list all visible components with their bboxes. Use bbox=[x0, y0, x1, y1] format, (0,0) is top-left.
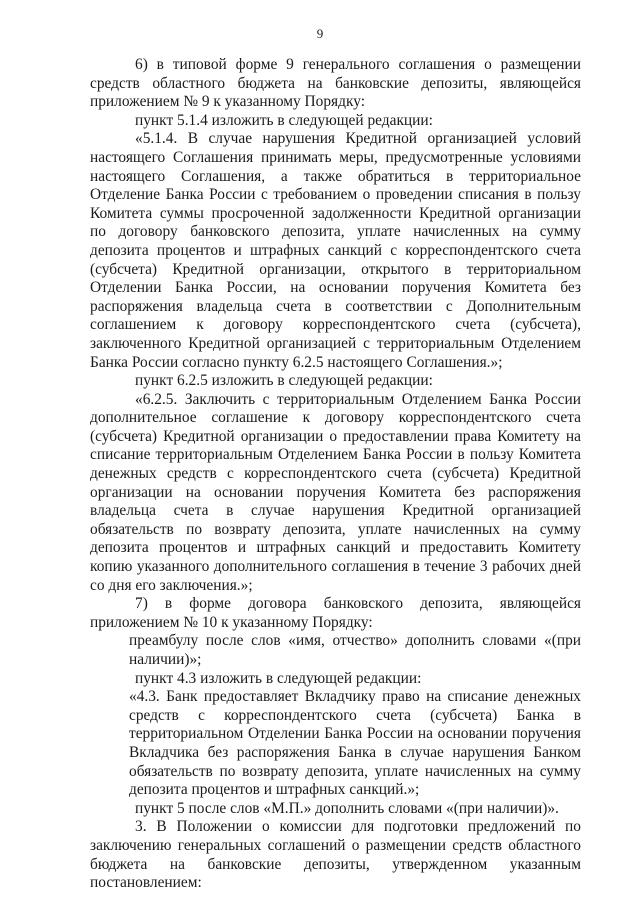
paragraph-clause-5: пункт 5 после слов «М.П.» дополнить словами «(при наличии)». bbox=[135, 799, 559, 817]
paragraph-clause-4-3-text: «4.3. Банк предоставляет Вкладчику право на списание денежных средств с корреспондентского счета (субсчета) Банка в территориальном Отделении Банка России на основании поручения Вкладчика без распоряжения Банка в случае нарушения Банком обязательств по возврату депозита, уплате начисленных на сумму депозита процентов и штрафных санкций.»; bbox=[129, 688, 581, 799]
paragraph-item-3: 3. В Положении о комиссии для подготовки предложений по заключению генеральных соглашений о размещении средств областного бюджета на банковские депозиты, утвержденном указанным постановлением: bbox=[90, 818, 581, 892]
paragraph-item-6: 6) в типовой форме 9 генерального соглашения о размещении средств областного бюджета на банковские депозиты, являющейся приложением № 9 к указанному Порядку: bbox=[90, 56, 581, 111]
paragraph-clause-5-1-4-text: «5.1.4. В случае нарушения Кредитной организацией условий настоящего Соглашения принимать меры, предусмотренные условиями настоящего Соглашения, а также обратиться в территориальное Отделение Банка России с требованием о проведении списания в пользу Комитета суммы просроченной задолженности Кредитной организации по договору банковского депозита, уплате начисленных на сумму депозита процентов и штрафных санкций с корреспондентского счета (субсчета) Кредитной организации, открытого в территориальном Отделении Банка России, на основании поручения Комитета без распоряжения владельца счета в соответствии с Дополнительным соглашением к договору корреспондентского счета (субсчета), заключенного Кредитной организацией с территориальным Отделением Банка России согласно пункту 6.2.5 настоящего Соглашения.»; bbox=[90, 130, 581, 371]
page-number: 9 bbox=[316, 26, 324, 41]
paragraph-clause-6-2-5-text: «6.2.5. Заключить с территориальным Отделением Банка России дополнительное соглашение к договору корреспондентского счета (субсчета) Кредитной организации о предоставлении права Комитету на списание территориальным Отделением Банка России в пользу Комитета денежных средств с корреспондентского счета (субсчета) Кредитной организации на основании поручения Комитета без распоряжения владельца счета в случае нарушения Кредитной организацией обязательств по возврату депозита, уплате начисленных на сумму депозита процентов и штрафных санкций и предоставить Комитету копию указанного дополнительного соглашения в течение 3 рабочих дней со дня его заключения.»; bbox=[90, 390, 581, 594]
paragraph-clause-5-1-4-intro: пункт 5.1.4 изложить в следующей редакции: bbox=[135, 111, 433, 129]
paragraph-clause-4-3-intro: пункт 4.3 изложить в следующей редакции: bbox=[135, 669, 422, 687]
paragraph-clause-6-2-5-intro: пункт 6.2.5 изложить в следующей редакции: bbox=[135, 372, 433, 390]
document-body bbox=[90, 56, 581, 893]
paragraph-preamble: преамбулу после слов «имя, отчество» дополнить словами «(при наличии)»; bbox=[129, 632, 581, 668]
paragraph-item-7: 7) в форме договора банковского депозита, являющейся приложением № 10 к указанному Порядку: bbox=[90, 595, 581, 631]
